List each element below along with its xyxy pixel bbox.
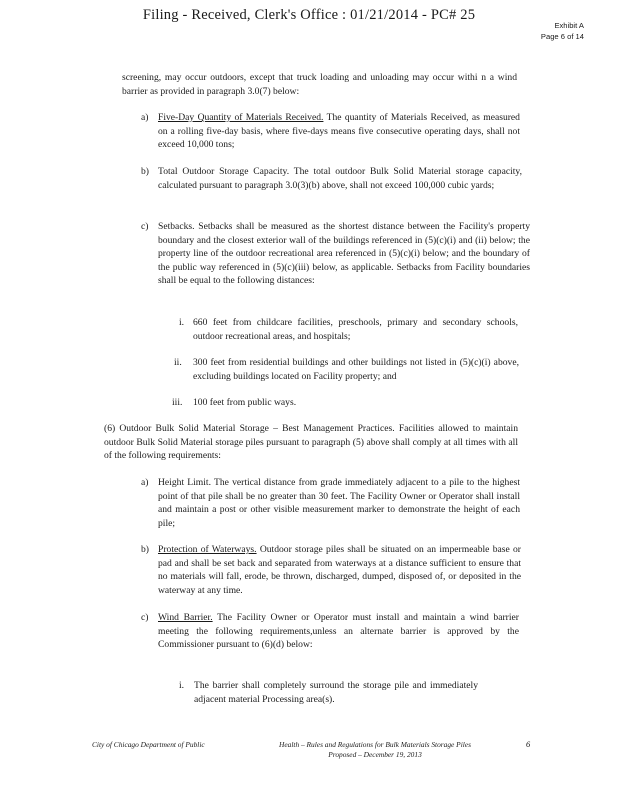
- item6-c-paragraph: [158, 611, 519, 652]
- item-c-paragraph: Setbacks. Setbacks shall be measured as the shortest distance between the Facility's property boundary and the closest exterior wall of the buildings referenced in (5)(c)(i) and (ii) below; the property line of the outdoor recreational area referenced in (5)(c)(i) below; and the boundary of the public way referenced in (5)(c)(iii) below, as applicable. Setbacks from Facility boundaries shall be equal to the following distances:: [158, 221, 530, 287]
- sub-ii-paragraph: 300 feet from residential buildings and other buildings not listed in (5)(c)(i) above, excluding buildings located on Facility property; and: [193, 357, 519, 382]
- section-6-paragraph: (6) Outdoor Bulk Solid Material Storage – Best Management Practices. Facilities allowed to maintain outdoor Bulk Solid Material storage piles pursuant to paragraph (5) above shall comply at all times with all of the following requirements:: [104, 423, 518, 462]
- item6-b-heading: Protection of Waterways.: [158, 544, 257, 555]
- item6-c-label: c): [141, 612, 149, 623]
- item-b-paragraph: Total Outdoor Storage Capacity. The total outdoor Bulk Solid Material storage capacity, calculated pursuant to paragraph 3.0(3)(b) above, shall not exceed 100,000 cubic yards;: [158, 166, 522, 191]
- item6-b-paragraph: [158, 543, 521, 597]
- item-a-heading: Five-Day Quantity of Materials Received.: [158, 112, 324, 123]
- item-c-label: c): [141, 221, 149, 232]
- exhibit-label: Exhibit A: [554, 21, 584, 30]
- item-b-label: b): [141, 166, 149, 177]
- item-a-label: a): [141, 112, 149, 123]
- footer-left-text: City of Chicago Department of Public: [92, 740, 205, 749]
- item6-b-text: Outdoor storage piles shall be situated on an impermeable base or pad and shall be set back and separated from waterways at a distance sufficient to ensure that no materials will fall, erode, be thrown, discharged, dumped, disposed of, or deposited in the waterway at any time.: [158, 544, 522, 596]
- item6-a-paragraph: Height Limit. The vertical distance from grade immediately adjacent to a pile to the highest point of that pile shall be no greater than 30 feet. The Facility Owner or Operator shall install and maintain a post or other visible measurement marker to demonstrate the height of each pile;: [158, 477, 520, 529]
- footer-page-number: 6: [526, 740, 531, 749]
- intro-paragraph: screening, may occur outdoors, except that truck loading and unloading may occur withi n a wind barrier as provided in paragraph 3.0(7) below:: [122, 72, 517, 97]
- exhibit-page-info: [541, 20, 584, 42]
- footer-rules-title: Health – Rules and Regulations for Bulk Materials Storage Piles: [279, 740, 471, 749]
- sub-ii-label: ii.: [174, 357, 182, 368]
- sub-iii-label: iii.: [172, 397, 183, 408]
- item6-c-heading: Wind Barrier.: [158, 612, 213, 623]
- sub-iii-paragraph: 100 feet from public ways.: [193, 397, 297, 408]
- item6-b-label: b): [141, 544, 149, 555]
- item6-c-text: The Facility Owner or Operator must install and maintain a wind barrier meeting the following requirements,unless an alternate barrier is approved by the Commissioner pursuant to (6)(d) below:: [158, 612, 519, 651]
- item-a-paragraph: [158, 111, 520, 152]
- sub-i-label: i.: [179, 317, 185, 328]
- item6-a-label: a): [141, 477, 149, 488]
- item6-c-i-label: i.: [179, 680, 185, 691]
- filing-stamp-header: Filing - Received, Clerk's Office : 01/21/2014 - PC# 25: [142, 7, 476, 23]
- item6-c-i-paragraph: The barrier shall completely surround the storage pile and immediately adjacent material Processing area(s).: [194, 680, 478, 705]
- page-count: Page 6 of 14: [540, 32, 584, 41]
- sub-i-paragraph: 660 feet from childcare facilities, preschools, primary and secondary schools, outdoor recreational areas, and hospitals;: [193, 317, 518, 342]
- item-a-text: The quantity of Materials Received, as measured on a rolling five-day basis, where five-days means five consecutive operating days, shall not exceed 10,000 tons;: [158, 112, 520, 151]
- footer-center: [240, 740, 510, 760]
- footer-proposed-date: Proposed – December 19, 2013: [328, 750, 422, 759]
